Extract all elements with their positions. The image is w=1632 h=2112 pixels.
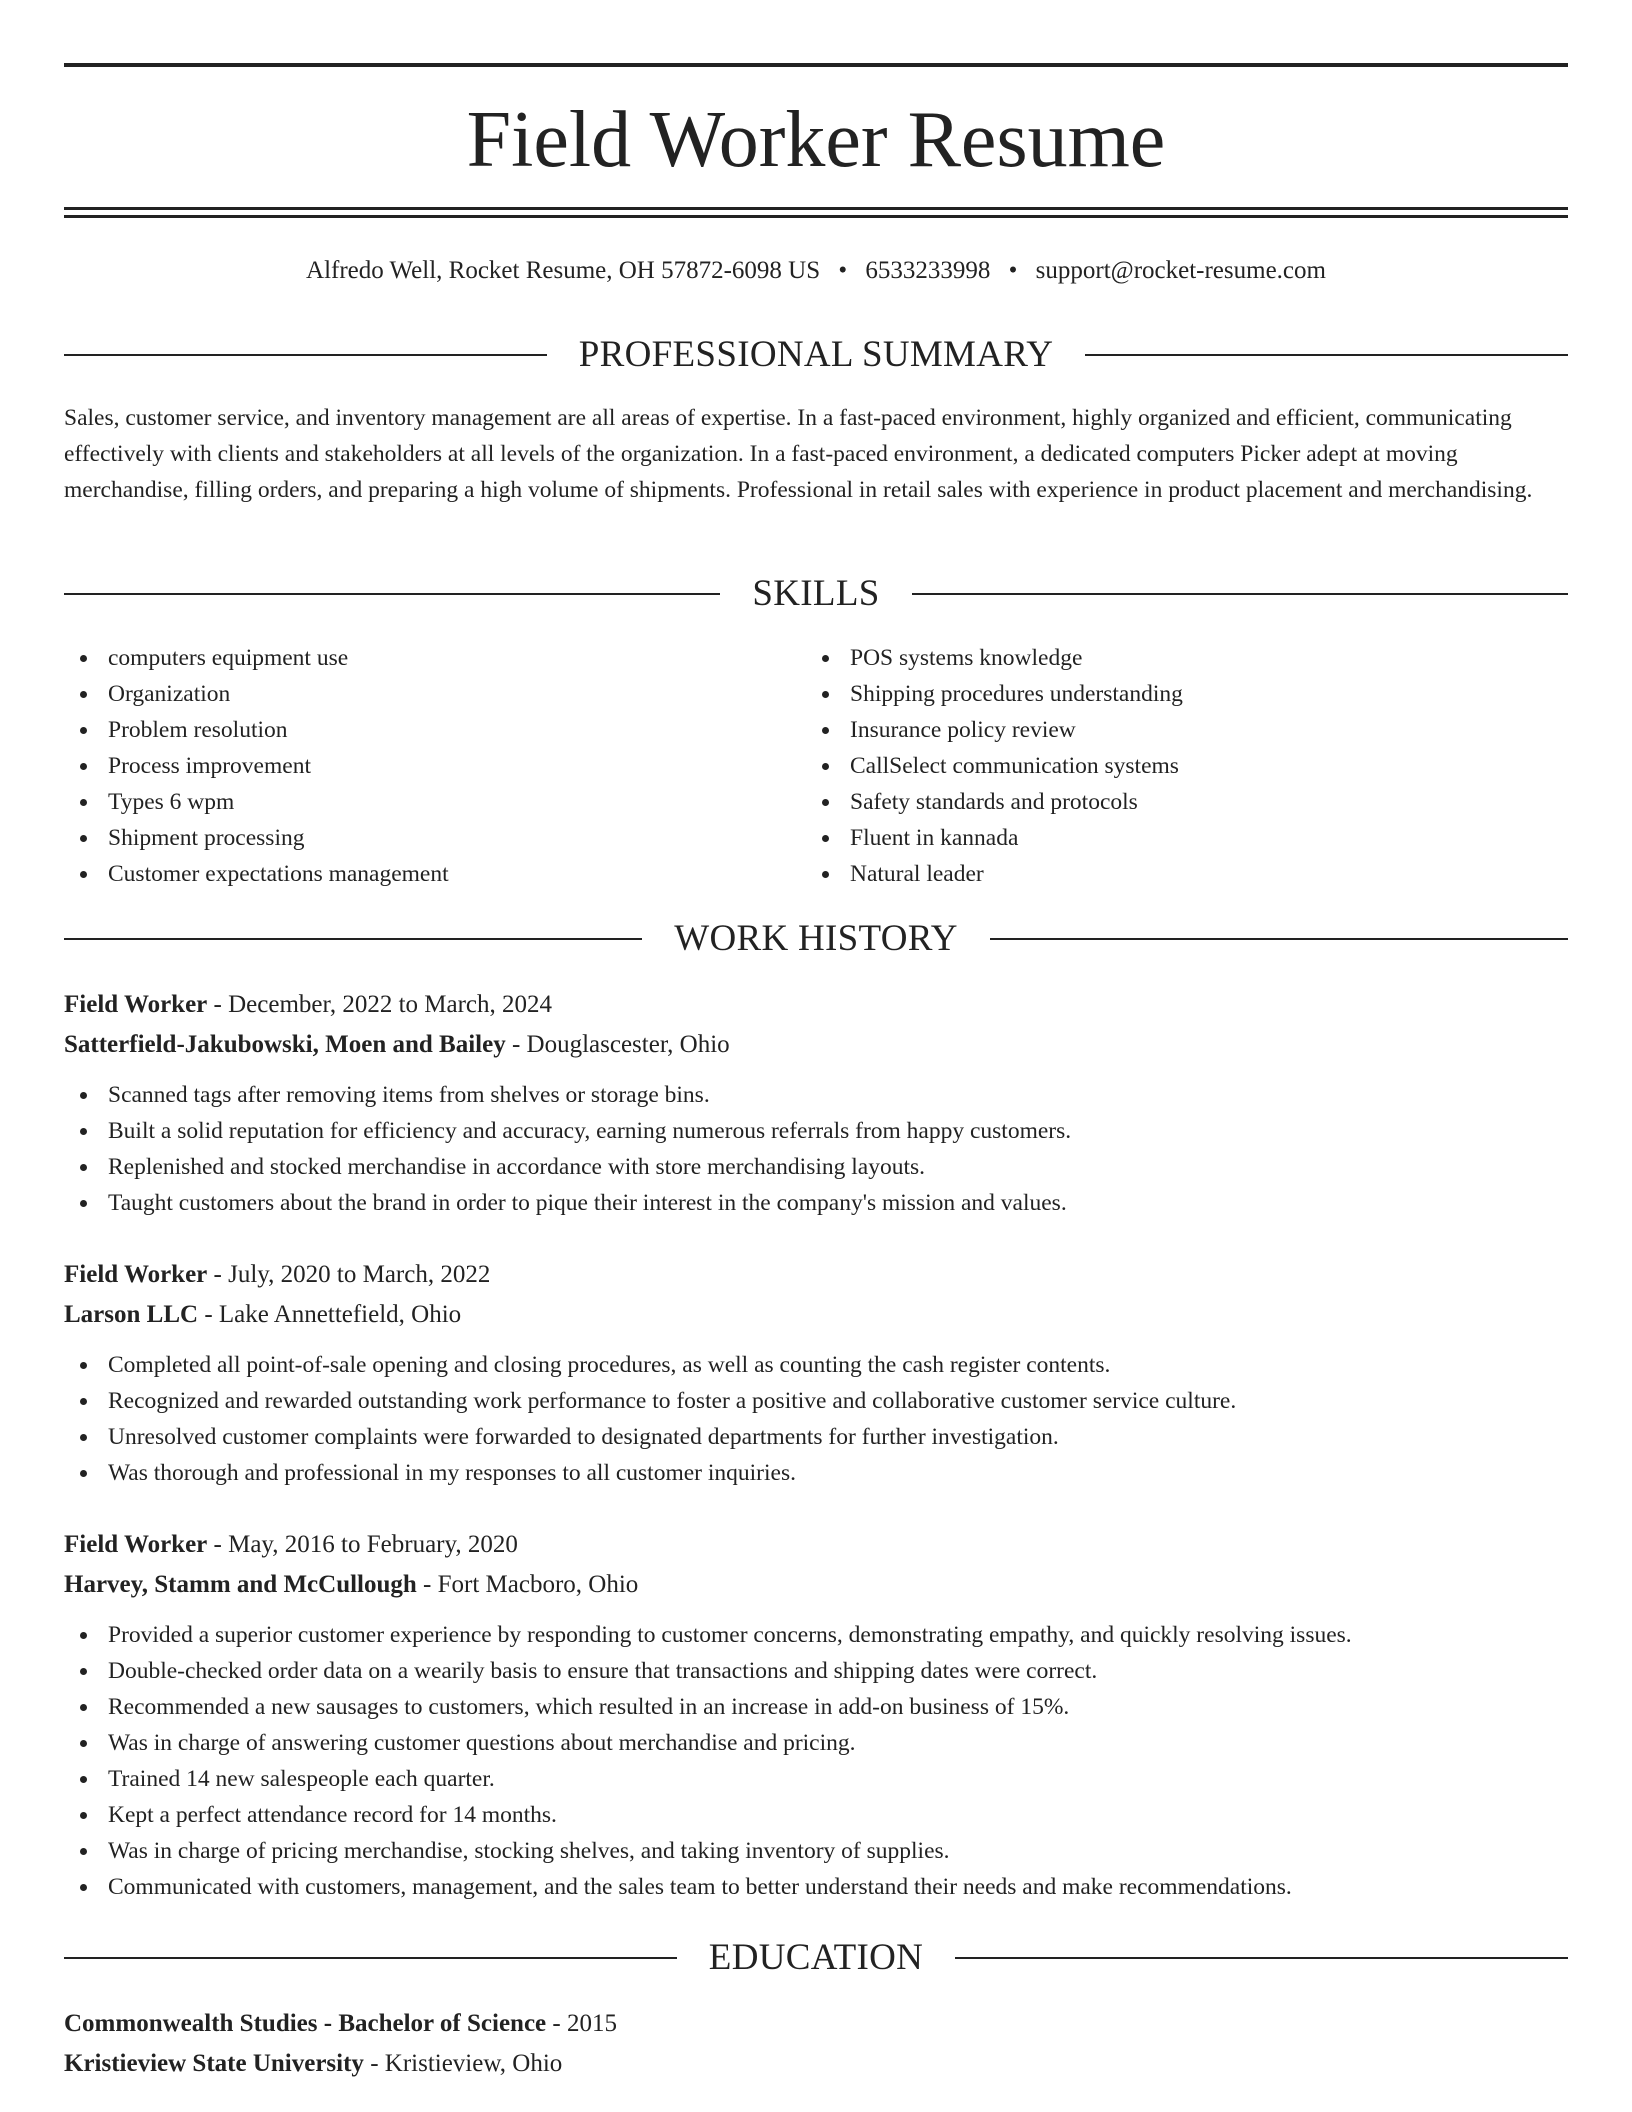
job-bullet: Completed all point-of-sale opening and closing procedures, as well as counting the cash register contents. xyxy=(64,1347,1568,1383)
job-company-line xyxy=(64,1025,1568,1065)
education-school-line xyxy=(64,2044,1568,2084)
job-title: Field Worker xyxy=(64,1531,208,1558)
job-bullet: Communicated with customers, management, and the sales team to better understand their needs and make recommendations. xyxy=(64,1869,1568,1905)
job-dates: - July, 2020 to March, 2022 xyxy=(207,1261,491,1288)
job-entry xyxy=(64,985,1568,1221)
contact-separator: • xyxy=(1008,257,1018,284)
contact-line xyxy=(0,254,1632,288)
skills-list-right xyxy=(806,640,1183,892)
heading-rule xyxy=(64,354,547,356)
education-entry xyxy=(64,2004,1568,2084)
heading-rule xyxy=(64,1957,677,1959)
heading-rule xyxy=(990,938,1568,940)
job-bullets xyxy=(64,1077,1568,1221)
skill-item: Shipping procedures understanding xyxy=(806,676,1183,712)
job-dates: - May, 2016 to February, 2020 xyxy=(207,1531,518,1558)
job-bullet: Double-checked order data on a wearily basis to ensure that transactions and shipping dates were correct. xyxy=(64,1653,1568,1689)
job-title-line xyxy=(64,985,1568,1025)
skill-item: Types 6 wpm xyxy=(64,784,449,820)
skill-item: POS systems knowledge xyxy=(806,640,1183,676)
section-heading-summary xyxy=(64,333,1568,377)
contact-address: Alfredo Well, Rocket Resume, OH 57872-6098 US xyxy=(306,257,821,284)
skill-item: computers equipment use xyxy=(64,640,449,676)
contact-phone: 6533233998 xyxy=(865,257,991,284)
title-rule-lower xyxy=(64,215,1568,218)
education-degree-line xyxy=(64,2004,1568,2044)
job-title: Field Worker xyxy=(64,1261,208,1288)
skill-item: Problem resolution xyxy=(64,712,449,748)
skill-item: Safety standards and protocols xyxy=(806,784,1183,820)
job-bullets xyxy=(64,1617,1568,1905)
job-bullet: Recognized and rewarded outstanding work performance to foster a positive and collaborative customer service culture. xyxy=(64,1383,1568,1419)
job-title-line xyxy=(64,1255,1568,1295)
job-bullet: Kept a perfect attendance record for 14 months. xyxy=(64,1797,1568,1833)
heading-rule xyxy=(955,1957,1568,1959)
job-company: Satterfield-Jakubowski, Moen and Bailey xyxy=(64,1031,506,1058)
job-bullet: Was thorough and professional in my responses to all customer inquiries. xyxy=(64,1455,1568,1491)
skill-item: Organization xyxy=(64,676,449,712)
education-location: - Kristieview, Ohio xyxy=(363,2050,563,2077)
job-company-line xyxy=(64,1295,1568,1335)
heading-rule xyxy=(64,593,720,595)
skill-item: Natural leader xyxy=(806,856,1183,892)
job-company: Larson LLC xyxy=(64,1301,199,1328)
job-location: - Lake Annettefield, Ohio xyxy=(198,1301,462,1328)
education-year: - 2015 xyxy=(546,2010,617,2037)
job-dates: - December, 2022 to March, 2024 xyxy=(207,991,553,1018)
job-bullet: Recommended a new sausages to customers, which resulted in an increase in add-on business of 15%. xyxy=(64,1689,1568,1725)
heading-rule xyxy=(64,938,642,940)
page-title: Field Worker Resume xyxy=(466,96,1166,184)
education-school: Kristieview State University xyxy=(64,2050,364,2077)
section-title: EDUCATION xyxy=(708,1937,924,1978)
skill-item: CallSelect communication systems xyxy=(806,748,1183,784)
job-bullet: Scanned tags after removing items from shelves or storage bins. xyxy=(64,1077,1568,1113)
job-entry xyxy=(64,1255,1568,1491)
section-title: WORK HISTORY xyxy=(674,918,958,959)
job-bullet: Was in charge of pricing merchandise, stocking shelves, and taking inventory of supplies. xyxy=(64,1833,1568,1869)
job-bullet: Provided a superior customer experience by responding to customer concerns, demonstrating empathy, and quickly resolving issues. xyxy=(64,1617,1568,1653)
job-bullet: Was in charge of answering customer questions about merchandise and pricing. xyxy=(64,1725,1568,1761)
title-rule-upper xyxy=(64,207,1568,210)
section-heading-work-history xyxy=(64,917,1568,961)
skill-item: Customer expectations management xyxy=(64,856,449,892)
section-heading-skills xyxy=(64,572,1568,616)
section-title: SKILLS xyxy=(752,573,880,614)
section-title: PROFESSIONAL SUMMARY xyxy=(578,334,1054,375)
skill-item: Insurance policy review xyxy=(806,712,1183,748)
contact-separator: • xyxy=(838,257,848,284)
job-location: - Fort Macboro, Ohio xyxy=(416,1571,639,1598)
job-title-line xyxy=(64,1525,1568,1565)
section-heading-education xyxy=(64,1936,1568,1980)
education-degree: Commonwealth Studies - Bachelor of Science xyxy=(64,2010,547,2037)
job-bullets xyxy=(64,1347,1568,1491)
heading-rule xyxy=(1085,354,1568,356)
skills-list-left xyxy=(64,640,449,892)
job-title: Field Worker xyxy=(64,991,208,1018)
skill-item: Process improvement xyxy=(64,748,449,784)
top-rule xyxy=(64,63,1568,67)
job-entry xyxy=(64,1525,1568,1905)
job-company-line xyxy=(64,1565,1568,1605)
job-bullet: Replenished and stocked merchandise in accordance with store merchandising layouts. xyxy=(64,1149,1568,1185)
skill-item: Shipment processing xyxy=(64,820,449,856)
heading-rule xyxy=(912,593,1568,595)
job-bullet: Built a solid reputation for efficiency and accuracy, earning numerous referrals from happy customers. xyxy=(64,1113,1568,1149)
skill-item: Fluent in kannada xyxy=(806,820,1183,856)
job-company: Harvey, Stamm and McCullough xyxy=(64,1571,417,1598)
contact-email: support@rocket-resume.com xyxy=(1035,257,1326,284)
summary-text: Sales, customer service, and inventory management are all areas of expertise. In a fast-paced environment, highly organized and efficient, communicating effectively with clients and stakeholders at all levels of the organization. In a fast-paced environment, a dedicated computers Picker adept at moving merchandise, filling orders, and preparing a high volume of shipments. Professional in retail sales with experience in product placement and merchandising. xyxy=(64,405,1533,503)
job-bullet: Trained 14 new salespeople each quarter. xyxy=(64,1761,1568,1797)
job-location: - Douglascester, Ohio xyxy=(505,1031,730,1058)
job-bullet: Taught customers about the brand in order to pique their interest in the company's mission and values. xyxy=(64,1185,1568,1221)
job-bullet: Unresolved customer complaints were forwarded to designated departments for further investigation. xyxy=(64,1419,1568,1455)
